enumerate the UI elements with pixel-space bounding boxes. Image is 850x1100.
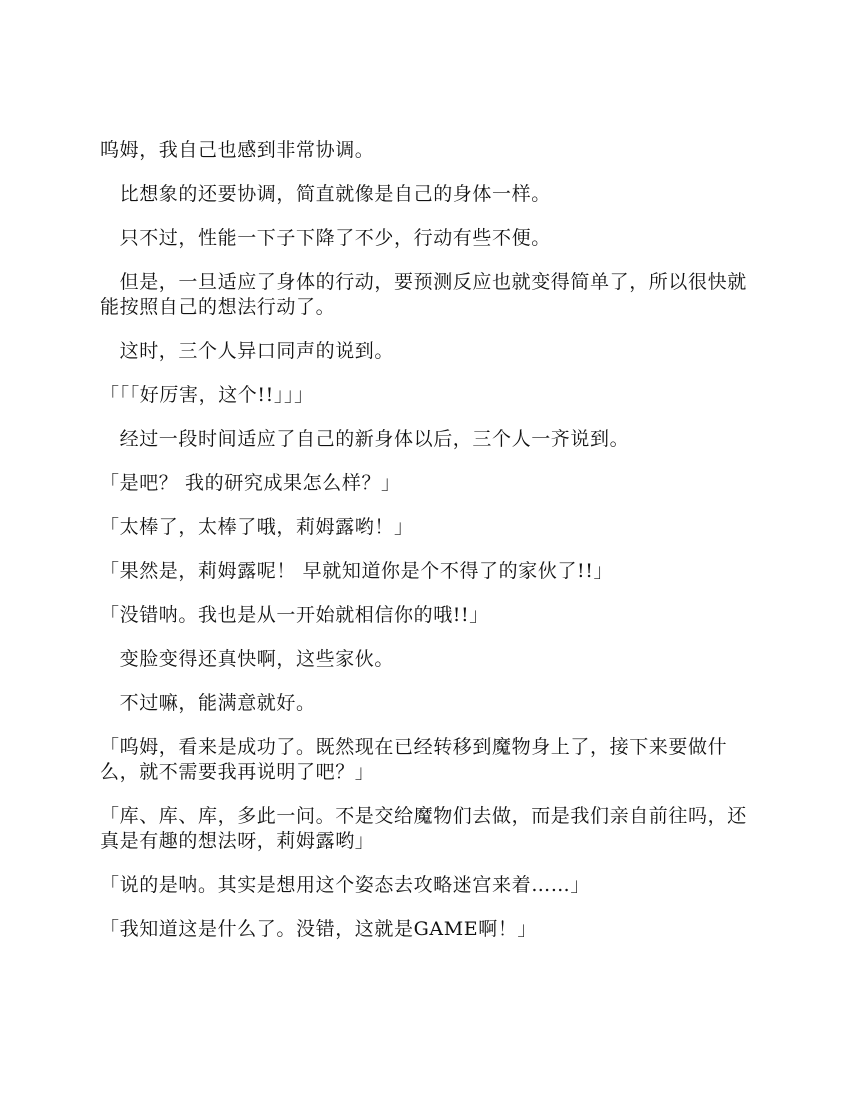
paragraph: 「我知道这是什么了。没错，这就是GAME啊！」 <box>100 918 538 940</box>
paragraph: 「呜姆，看来是成功了。既然现在已经转移到魔物身上了，接下来要做什么，就不需要我再说明了吧？」 <box>100 736 728 783</box>
paragraph: 这时，三个人异口同声的说到。 <box>100 340 395 362</box>
paragraph: 「是吧？ 我的研究成果怎么样？」 <box>100 472 401 494</box>
document-page <box>100 138 750 961</box>
paragraph: 「没错呐。我也是从一开始就相信你的哦!!」 <box>100 604 489 626</box>
paragraph: 比想象的还要协调，简直就像是自己的身体一样。 <box>100 183 551 205</box>
paragraph: 「果然是，莉姆露呢！ 早就知道你是个不得了的家伙了!!」 <box>100 560 614 582</box>
paragraph: 只不过，性能一下子下降了不少，行动有些不便。 <box>100 227 551 249</box>
paragraph: 「「「好厉害，这个!!」」」 <box>100 384 314 406</box>
paragraph: 但是，一旦适应了身体的行动，要预测反应也就变得简单了，所以很快就能按照自己的想法行动了。 <box>100 271 747 318</box>
paragraph: 「库、库、库，多此一问。不是交给魔物们去做，而是我们亲自前往吗，还真是有趣的想法呀，莉姆露哟」 <box>100 805 747 852</box>
paragraph: 「说的是呐。其实是想用这个姿态去攻略迷宫来着……」 <box>100 874 591 896</box>
paragraph: 呜姆，我自己也感到非常协调。 <box>100 139 375 161</box>
paragraph: 不过嘛，能满意就好。 <box>100 692 316 714</box>
paragraph: 经过一段时间适应了自己的新身体以后，三个人一齐说到。 <box>100 428 630 450</box>
paragraph: 「太棒了，太棒了哦，莉姆露哟！」 <box>100 516 414 538</box>
paragraph: 变脸变得还真快啊，这些家伙。 <box>100 648 395 670</box>
